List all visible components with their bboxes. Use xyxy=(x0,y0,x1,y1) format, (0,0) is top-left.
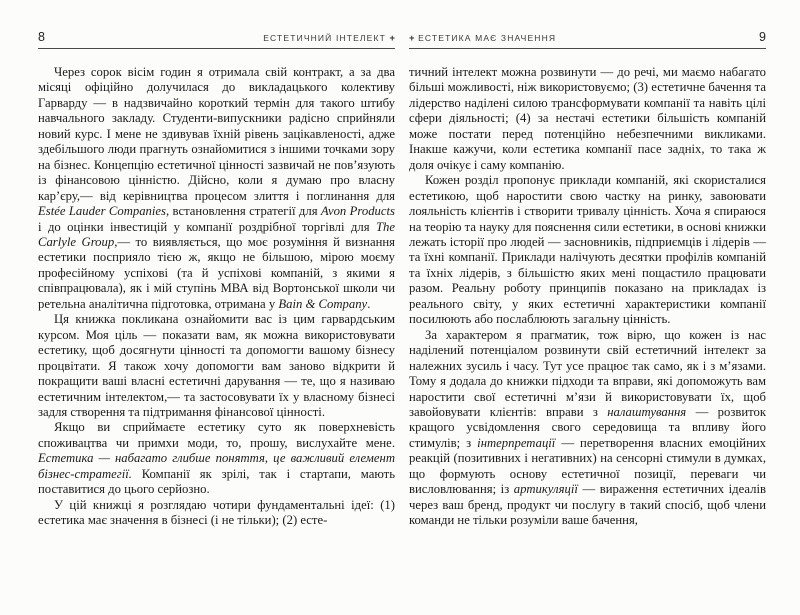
paragraph xyxy=(38,312,395,420)
paragraph xyxy=(409,65,766,173)
paragraph xyxy=(38,498,395,529)
paragraph xyxy=(409,173,766,328)
paragraph xyxy=(409,328,766,529)
running-head-right xyxy=(409,33,556,44)
text-run: Через сорок вісім годин я отримала свій контракт, а за два місяці офіційно долучилася до викладацького колективу Гарварду — в надзвичайно короткий термін для такого штибу навчального закладу. Студенти-випускники радісно сприйняли новий курс. І мене не здивував їхній рівень зацікавленості, адже здебільшого люди прагнуть ознайомитися з іншими точками зору на бізнес. Концепцію естетичної цінності зазвичай не пов’язують із фінансовою цінністю. Дійсно, коли я думаю про власну кар’єру,— від керівництва процесом злиття і поглинання для xyxy=(38,65,395,203)
italic-run: артикуляції xyxy=(513,482,578,497)
italic-run: Bain & Company xyxy=(278,296,368,311)
page-right-body xyxy=(409,65,766,529)
italic-run: Avon Products xyxy=(320,204,395,219)
text-run: — вираження естетичних ідеалів через ваш бренд, продукт чи послугу в такий спосіб, щоб члени команди не тільки розуміли ваше бачення, xyxy=(409,482,766,528)
text-run: і до оцінки інвестицій у компанії роздрібної торгівлі для xyxy=(38,219,376,234)
page-number-right: 9 xyxy=(759,30,766,44)
text-run: Кожен розділ пропонує приклади компаній, які скористалися естетикою, щоб наростити свою частку на ринку, завоювати лояльність клієнтів і створити тривалу цінність. Хоча я спираюся на теорію та науку для пояснення сили естетики, в основі книжки лежать історії про людей — засновників, підприємців і лідерів — та їхні компанії. Приклади налічують десятки профілів компаній та їхніх лідерів, з більшістю яких мені пощастило працювати разом. Реальну роботу принципів показано на прикладах із реального світу, у яких естетичні характеристики компанії посилюють або послаблюють загальну цінність. xyxy=(409,173,766,327)
paragraph xyxy=(38,420,395,497)
text-run: — перетворення власних емоційних реакцій (позитивних і негативних) на сенсорні стимули в думках, що формують основу естетичної позиції, переваги чи висловлювання; із xyxy=(409,435,766,497)
page-left-header xyxy=(38,31,395,49)
text-run: ,— то виявляється, що моє розуміння й визнання естетики посприяло тією ж, якщо не більшою, мірою моєму професійному успіхові (та й успіхові компаній, з якими я співпрацювала), як і мій ступінь МВА від Вортонської школи чи ретельна аналітична підготовка, отримана у xyxy=(38,234,395,311)
text-run: У цій книжці я розглядаю чотири фундаментальні ідеї: (1) естетика має значення в бізнесі (і не тільки); (2) есте- xyxy=(38,497,395,528)
page-left-body xyxy=(38,65,395,529)
page-number-left: 8 xyxy=(38,30,45,44)
text-run: Якщо ви сприймаєте естетику суто як поверхневість споживацтва чи примхи моди, то, прошу, вислухайте мене. xyxy=(38,420,395,450)
italic-run: налаштування xyxy=(607,404,687,419)
text-run: Компанії як зрілі, так і стартапи, мають поставитися до цього серйозно. xyxy=(38,466,395,497)
page-right-header xyxy=(409,31,766,49)
italic-run: The Carlyle Group xyxy=(38,219,395,249)
text-run: — розвиток кращого усвідомлення свого середовища та впливу його стимулів; з xyxy=(409,404,766,450)
italic-run: Estée Lauder Companies xyxy=(38,204,166,219)
paragraph xyxy=(38,65,395,312)
running-head-right-title: ЕСТЕТИКА МАЄ ЗНАЧЕННЯ xyxy=(418,33,557,43)
running-head-left xyxy=(263,33,395,44)
italic-run: Естетика — набагато глибше поняття, це важливий елемент бізнес-стратегії. xyxy=(38,451,395,481)
text-run: Ця книжка покликана ознайомити вас із цим гарвардським курсом. Моя ціль — показати вам, як можна використовувати естетику, щоб досягнути цінності та допомогти вашому бізнесу процвітати. Я також хочу допомогти вам заново відкрити й покращити ваші власні естетичні дарування — те, що я називаю естетичним інтелектом,— та застосовувати їх у власному бізнесі задля створення та підтримання фінансової цінності. xyxy=(38,312,395,419)
text-run: . xyxy=(367,296,371,311)
italic-run: інтерпретації xyxy=(477,435,556,450)
running-head-left-title: ЕСТЕТИЧНИЙ ІНТЕЛЕКТ xyxy=(263,33,386,43)
text-run: тичний інтелект можна розвинути — до речі, ми маємо набагато більші можливості, ніж використовуємо; (3) естетичне бачення та лідерство наділені силою трансформувати компанії та навіть цілі сфери діяльності; (4) за нестачі естетики більшість компаній може постати перед потенційно небезпечними викликами. Інакше кажучи, коли естетика компанії пасе задніх, то така ж доля очікує і саму компанію. xyxy=(409,65,766,172)
page-right xyxy=(400,0,800,615)
text-run: За характером я прагматик, тож вірю, що кожен із нас наділений потенціалом розвинути свій естетичний інтелект за належних зусиль і часу. Тут усе працює так само, як і з м’язами. Тому я додала до книжки підходи та вправи, які допоможуть вам наростити свої естетичні м’язи й використовувати їх, щоб завойовувати клієнтів: вправи з xyxy=(409,327,766,419)
text-run: , встановлення стратегії для xyxy=(165,204,321,219)
ornament-icon: + xyxy=(389,33,395,44)
ornament-icon: + xyxy=(409,33,415,44)
